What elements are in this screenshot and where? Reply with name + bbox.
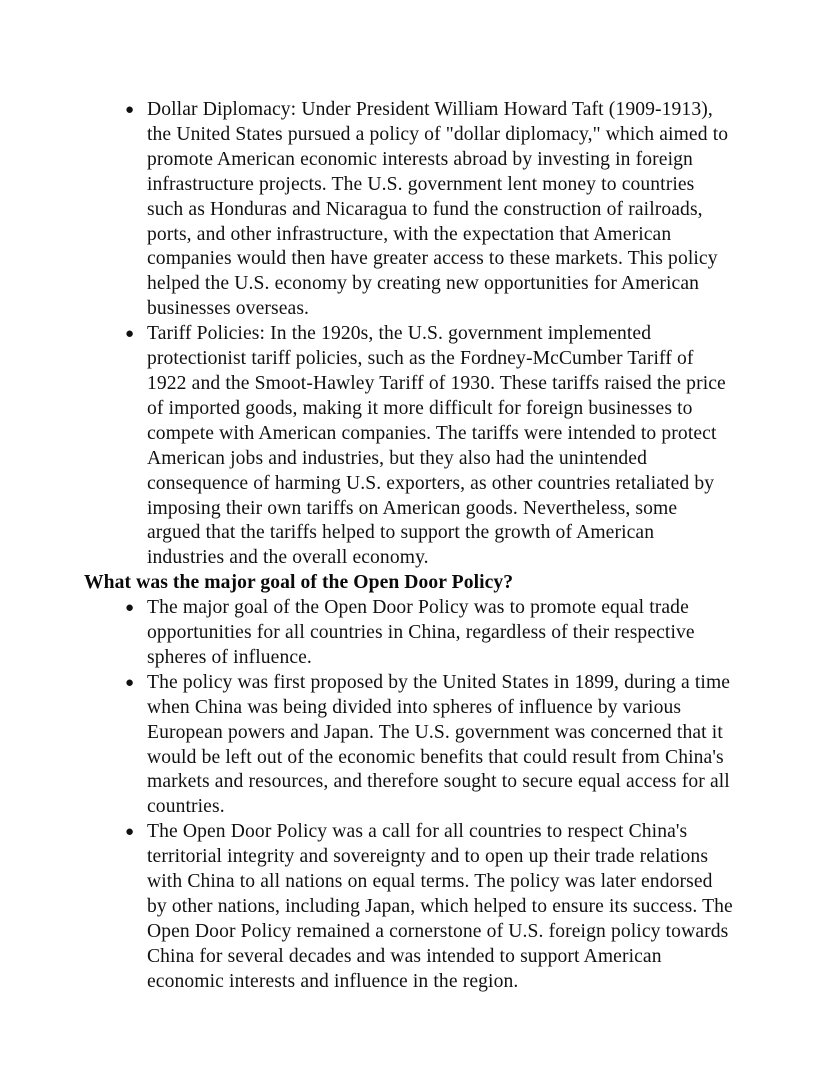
section-heading-open-door-policy: What was the major goal of the Open Door Policy? bbox=[84, 572, 514, 594]
list-item-text: The Open Door Policy was a call for all countries to respect China's territorial integrity and sovereignty and to open up their trade relations with China to all nations on equal terms. The policy was later endorsed by other nations, including Japan, which helped to ensure its success. The Open Door Policy remained a cornerstone of U.S. foreign policy towards China for several decades and was intended to support American economic interests and influence in the region. bbox=[147, 821, 733, 992]
list-item bbox=[0, 671, 828, 820]
list-item bbox=[0, 820, 828, 994]
bullet-point-icon: ● bbox=[125, 600, 135, 617]
list-item-text: Dollar Diplomacy: Under President William Howard Taft (1909-1913), the United States pursued a policy of "dollar diplomacy," which aimed to promote American economic interests abroad by investing in foreign infrastructure projects. The U.S. government lent money to countries such as Honduras and Nicaragua to fund the construction of railroads, ports, and other infrastructure, with the expectation that American companies would then have greater access to these markets. This policy helped the U.S. economy by creating new opportunities for American businesses overseas. bbox=[147, 99, 729, 320]
list-item-text: The policy was first proposed by the United States in 1899, during a time when China was being divided into spheres of influence by various European powers and Japan. The U.S. government was concerned that it would be left out of the economic benefits that could result from China's markets and resources, and therefore sought to secure equal access for all countries. bbox=[147, 671, 731, 818]
list-item-text: Tariff Policies: In the 1920s, the U.S. government implemented protectionist tariff policies, such as the Fordney-McCumber Tariff of 1922 and the Smoot-Hawley Tariff of 1930. These tariffs raised the price of imported goods, making it more difficult for foreign businesses to compete with American companies. The tariffs were intended to protect American jobs and industries, but they also had the unintended consequence of harming U.S. exporters, as other countries retaliated by imposing their own tariffs on American goods. Nevertheless, some argued that the tariffs helped to support the growth of American industries and the overall economy. bbox=[147, 323, 726, 569]
list-item bbox=[0, 98, 828, 322]
list-item bbox=[0, 322, 828, 571]
bullet-point-icon: ● bbox=[125, 824, 135, 841]
list-item-text: The major goal of the Open Door Policy was to promote equal trade opportunities for all countries in China, regardless of their respective spheres of influence. bbox=[147, 597, 695, 668]
list-item bbox=[0, 596, 828, 671]
bullet-list-economic-policies bbox=[0, 98, 828, 571]
bullet-point-icon: ● bbox=[125, 102, 135, 118]
bullet-list-open-door-policy bbox=[0, 596, 828, 995]
bullet-point-icon: ● bbox=[125, 674, 135, 691]
bullet-point-icon: ● bbox=[125, 326, 135, 343]
top-margin-spacer bbox=[0, 0, 828, 98]
